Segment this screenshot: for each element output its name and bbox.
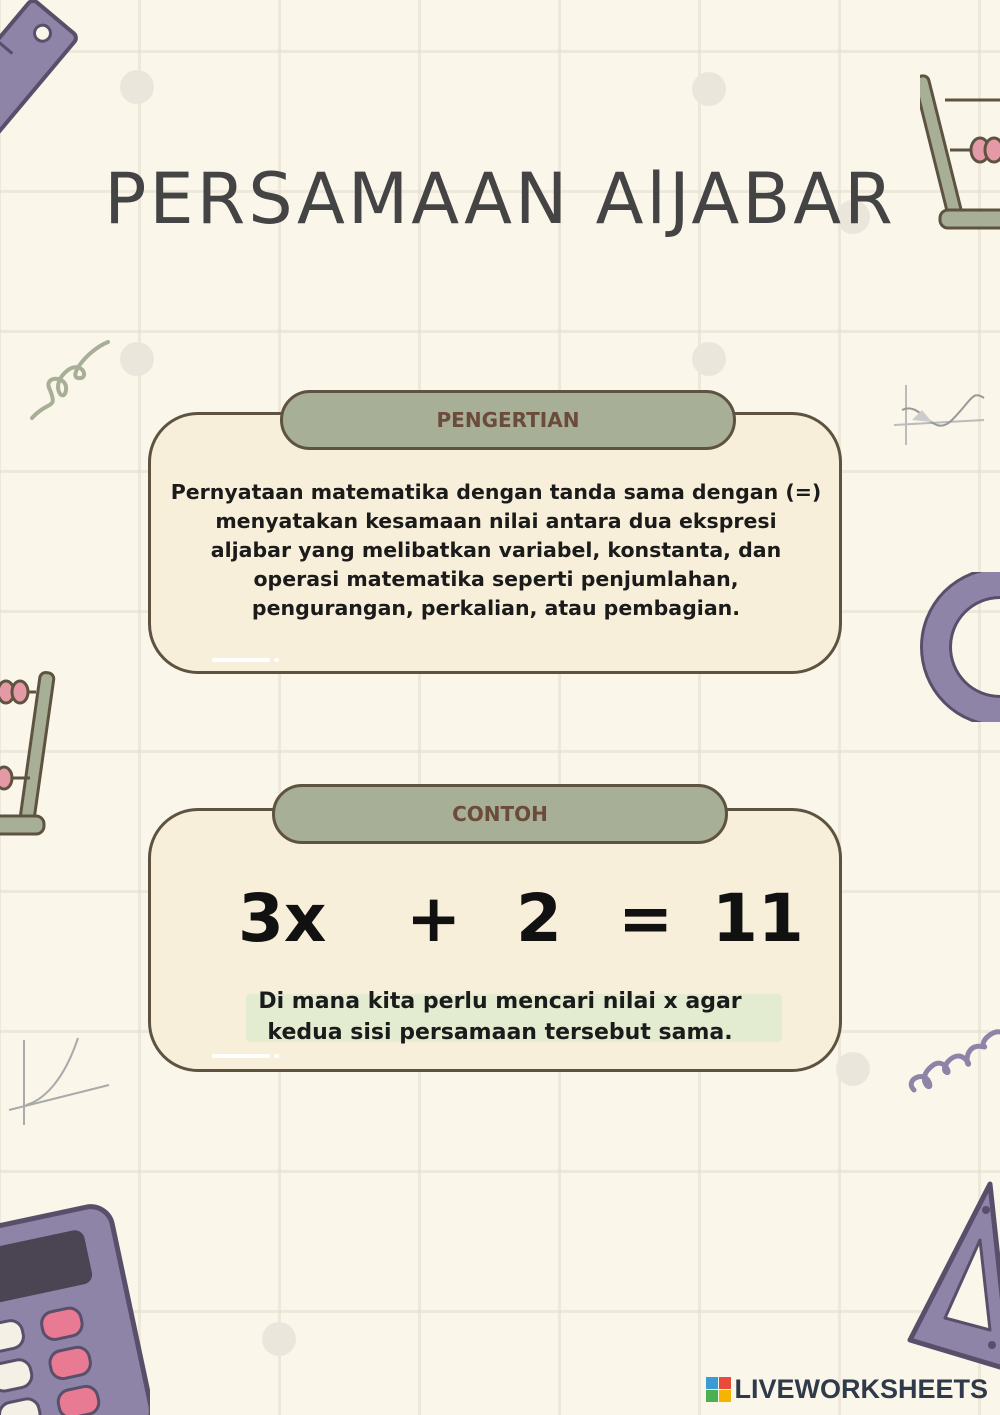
grid-dot [836,1052,870,1086]
grid-dot [262,1322,296,1356]
watermark-text: LIVEWORKSHEETS [734,1374,988,1404]
definition-line: Pernyataan matematika dengan tanda sama dengan (=) [170,480,822,504]
ruler-icon [0,0,90,150]
spring-icon [904,1010,1000,1100]
card-decoration-line [212,1054,270,1058]
definition-heading: PENGERTIAN [280,390,736,450]
definition-line: menyatakan kesamaan nilai antara dua ekspresi [215,509,777,533]
graph-sketch-icon [892,380,987,450]
example-heading: CONTOH [272,784,728,844]
abacus-icon [0,668,60,843]
set-square-icon [900,1180,1000,1380]
example-text [164,986,836,1048]
equation-term-2: 2 [516,880,562,957]
equation-plus: + [406,880,462,957]
example-line: Di mana kita perlu mencari nilai x agar [258,989,742,1014]
card-decoration-line [212,658,270,662]
definition-text [160,478,832,623]
definition-line: pengurangan, perkalian, atau pembagian. [251,596,741,620]
grid-dot [120,70,154,104]
grid-dot [120,342,154,376]
squiggle-icon [28,330,118,425]
equation-equals: = [618,880,674,957]
definition-line: operasi matematika seperti penjumlahan, [253,567,739,591]
definition-line: aljabar yang melibatkan variabel, konstanta, dan [210,538,782,562]
card-decoration-dot [274,1054,279,1058]
grid-dot [692,342,726,376]
equation-term-1: 3x [238,880,327,957]
grid-dot [692,72,726,106]
card-decoration-dot [274,658,279,662]
liveworksheets-watermark [706,1374,988,1405]
protractor-ring-icon [920,572,1000,722]
example-line: kedua sisi persamaan tersebut sama. [267,1020,733,1045]
page-title: PERSAMAAN AlJABAR [104,158,896,240]
graph-sketch-icon [4,1030,114,1130]
equation-result: 11 [712,880,804,957]
liveworksheets-logo-icon [706,1377,732,1403]
calculator-icon [0,1195,150,1415]
